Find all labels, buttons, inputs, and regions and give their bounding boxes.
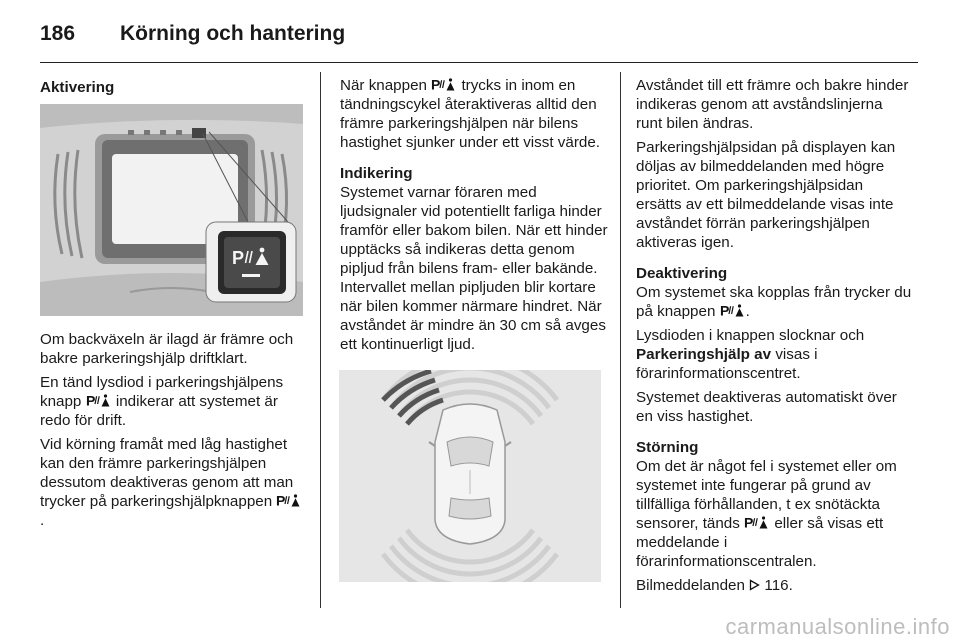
- parking-assist-icon: [720, 303, 746, 317]
- column-2: [340, 76, 608, 359]
- section-title-activation: Aktivering: [40, 79, 115, 96]
- paragraph: [636, 326, 912, 383]
- text-run: Om systemet ska kopplas från trycker du på knappen: [636, 284, 912, 320]
- paragraph: [40, 373, 306, 430]
- paragraph: Om backväxeln är ilagd är främre och bakre parkeringshjälp driftklart.: [40, 331, 294, 367]
- text-run: trycks in inom en tändningscykel återaktiveras alltid den främre parkeringshjälpen när bilens hastighet sjunker under ett visst värde.: [340, 77, 601, 151]
- paragraph: [636, 576, 912, 595]
- parking-assist-icon: [744, 515, 770, 529]
- page-title: Körning och hantering: [120, 22, 346, 45]
- section-title-fault: Störning: [636, 439, 699, 456]
- paragraph: Systemet varnar föraren med ljudsignaler vid potentiellt farliga hinder framför eller bakom bilen. När ett hinder upptäcks så indikeras detta genom pipljud från bilens fram- eller bakände. Intervallet mellan pipljuden blir kortare när bilen kommer närmare hindret. När avståndet är mindre än 30 cm så avges ett kontinuerligt ljud.: [340, 184, 608, 353]
- parking-assist-icon: [276, 493, 302, 507]
- text-run: När knappen: [340, 77, 427, 94]
- paragraph: [636, 283, 912, 321]
- dashboard-illustration: [40, 104, 303, 316]
- text-run: .: [745, 303, 750, 320]
- paragraph: [636, 457, 912, 571]
- section-title-deactivation: Deaktivering: [636, 265, 728, 282]
- column-divider-2: [620, 72, 621, 608]
- text-run: Vid körning framåt med låg hastighet kan den främre parkeringshjälpen dessutom deaktiveras genom att man trycker på parkeringshjälpknappen: [40, 436, 294, 510]
- paragraph: Avståndet till ett främre och bakre hinder indikeras genom att avståndslinjerna runt bilen ändras.: [636, 77, 909, 132]
- parking-assist-icon: [431, 77, 457, 91]
- paragraph: Parkeringshjälpsidan på displayen kan döljas av bilmeddelanden med högre prioritet. Om parkeringshjälpsidan ersätts av ett bilmeddelande visas inte avståndet förrän parkeringshjälpen aktiveras igen.: [636, 139, 896, 251]
- column-1-text: [40, 330, 306, 535]
- header-divider: [40, 62, 918, 63]
- page-reference-link[interactable]: 116.: [764, 577, 793, 594]
- text-run: Bilmeddelanden: [636, 577, 745, 594]
- text-run: Om det är något fel i systemet eller om systemet inte fungerar på grund av tillfälliga förhållanden, t ex snötäckta sensorer, tänds: [636, 458, 897, 532]
- column-1: [40, 72, 306, 102]
- section-title-indication: Indikering: [340, 165, 413, 182]
- watermark: carmanualsonline.info: [725, 614, 950, 639]
- message-text-bold: Parkeringshjälp av: [636, 346, 772, 363]
- text-run: .: [40, 512, 45, 529]
- paragraph: [340, 76, 608, 152]
- column-3: [636, 76, 912, 600]
- column-divider-1: [320, 72, 321, 608]
- paragraph: Systemet deaktiveras automatiskt över en viss hastighet.: [636, 389, 897, 425]
- text-run: En tänd lysdiod i parkeringshjälpens knapp: [40, 374, 284, 410]
- text-run: Lysdioden i knappen slocknar och: [636, 327, 865, 344]
- text-run: visas i förarinformationscentret.: [636, 346, 818, 382]
- triangle-reference-icon: [749, 579, 760, 591]
- text-run: eller så visas ett meddelande i förarinformationscentralen.: [636, 515, 884, 570]
- text-run: indikerar att systemet är redo för drift.: [40, 393, 278, 429]
- paragraph: [40, 435, 306, 530]
- parking-assist-icon: [86, 393, 112, 407]
- parking-sensor-illustration: [339, 370, 601, 582]
- page-header: [40, 14, 920, 60]
- svg-text:P: P: [232, 248, 245, 268]
- page-number: 186: [40, 22, 76, 45]
